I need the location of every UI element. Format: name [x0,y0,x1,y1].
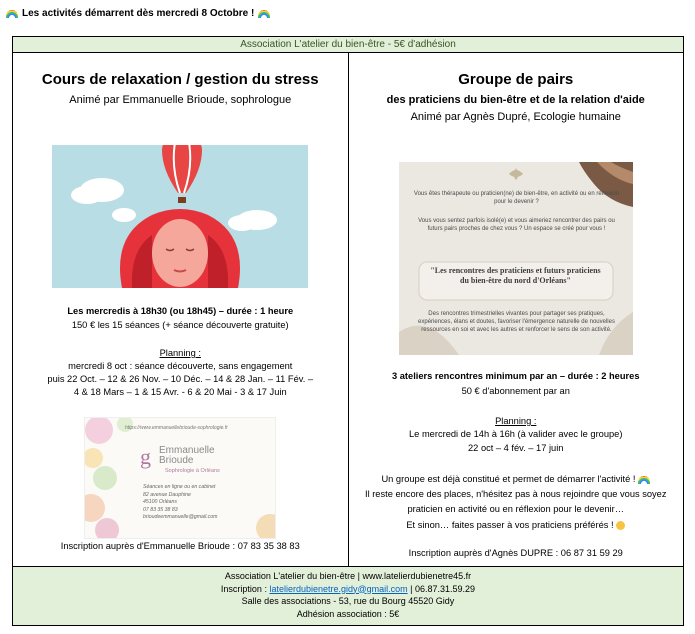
relaxation-planning-line: puis 22 Oct. – 12 & 26 Nov. – 10 Déc. – 14 & 28 Jan. – 11 Fév. – [47,374,314,384]
card-info: Séances en ligne ou en cabinet 82 avenue Dauphine 45100 Orléans 07 83 35 38 83 brioudeemmanuelle@gmail.com [143,484,218,520]
top-announcement [6,8,270,19]
peer-group-info-line: Il reste encore des places, n'hésitez pas à nous rejoindre que vous soyez [364,489,667,499]
relaxation-column [13,53,349,566]
footer-line: Association L'atelier du bien-être | www.latelierdubienetre45.fr [224,571,472,581]
peer-group-planning-label: Planning : [495,416,537,426]
rainbow-icon [6,10,18,18]
peer-group-column [349,53,684,566]
footer [13,566,683,625]
footer-line: Salle des associations - 53, rue du Bourg 45520 Gidy [241,596,455,606]
relaxation-contact: Inscription auprès d'Emmanuelle Brioude : 07 83 35 38 83 [60,541,300,551]
peer-group-planning-line: Le mercredi de 14h à 16h (à valider avec le groupe) [409,429,623,439]
card-name: Emmanuelle Brioude [159,445,215,466]
peer-group-contact: Inscription auprès d'Agnès DUPRE : 06 87 31 59 29 [408,548,623,558]
smiley-icon [616,521,625,530]
relaxation-title: Cours de relaxation / gestion du stress [41,71,319,88]
peer-group-price: 50 € d'abonnement par an [461,386,570,396]
relaxation-price: 150 € les 15 séances (+ séance découverte gratuite) [71,320,289,330]
table-header: Association L'atelier du bien-être - 5€ d'adhésion [13,37,683,53]
business-card-image [84,417,276,539]
rainbow-icon [258,10,270,18]
footer-line: Adhésion association : 5€ [296,608,400,619]
relaxation-planning-label: Planning : [159,348,201,358]
peer-group-animator: Animé par Agnès Dupré, Ecologie humaine [410,111,621,123]
footer-email-link[interactable]: latelierdubienetre.gidy@gmail.com [269,583,408,594]
peer-group-subtitle: des praticiens du bien-être et de la relation d'aide [386,94,645,106]
relaxation-illustration [52,145,308,288]
peer-group-ateliers: 3 ateliers rencontres minimum par an – durée : 2 heures [392,371,640,381]
card-url: https://www.emmanuellebrioude-sophrologie.fr [125,425,228,431]
relaxation-schedule: Les mercredis à 18h30 (ou 18h45) – durée : 1 heure [67,306,294,316]
peer-group-flyer [399,162,633,355]
peer-group-title: Groupe de pairs [458,71,574,88]
peer-group-info-line: Un groupe est déjà constitué et permet de démarrer l'activité ! [349,473,684,486]
peer-group-planning-line: 22 oct – 4 fév. – 17 juin [468,443,564,453]
rainbow-icon [638,476,650,484]
peer-group-info-line: Et sinon… faites passer à vos praticiens préférés ! [349,519,684,532]
relaxation-subtitle: Animé par Emmanuelle Brioude, sophrologue [69,94,292,106]
flyer-body: Des rencontres trimestrielles vivantes pour partager ses pratiques, expériences, élans et doutes, favoriser l'émergence naturelle de nouvelles ressources en soi et avec les autres et renforcer le sens de son activité. [418,311,615,333]
svg-text:g: g [140,444,151,469]
footer-line: Inscription : latelierdubienetre.gidy@gmail.com | 06.87.31.59.29 [220,583,476,594]
activities-table [12,36,684,626]
card-tagline: Sophrologie à Orléans [165,468,220,474]
relaxation-planning-line: mercredi 8 oct : séance découverte, sans engagement [68,361,293,371]
flyer-question: Vous êtes thérapeute ou praticien(ne) de bien-être, en activité ou en réflexion pour le devenir ? [413,191,620,205]
relaxation-planning-line: 4 & 18 Mars – 1 & 15 Avr. - 6 & 20 Mai - 3 & 17 Juin [73,387,287,397]
announcement-text: Les activités démarrent dès mercredi 8 Octobre ! [22,8,255,19]
flyer-quote: "Les rencontres des praticiens et futurs praticiens du bien-être du nord d'Orléans" [430,266,601,285]
flyer-question: Vous vous sentez parfois isolé(e) et vous aimeriez rencontrer des pairs ou futurs pairs proches de chez vous ? Un espace se créé pour vous ! [418,218,615,232]
peer-group-info-line: praticien en activité ou en réflexion pour le devenir… [407,504,625,514]
